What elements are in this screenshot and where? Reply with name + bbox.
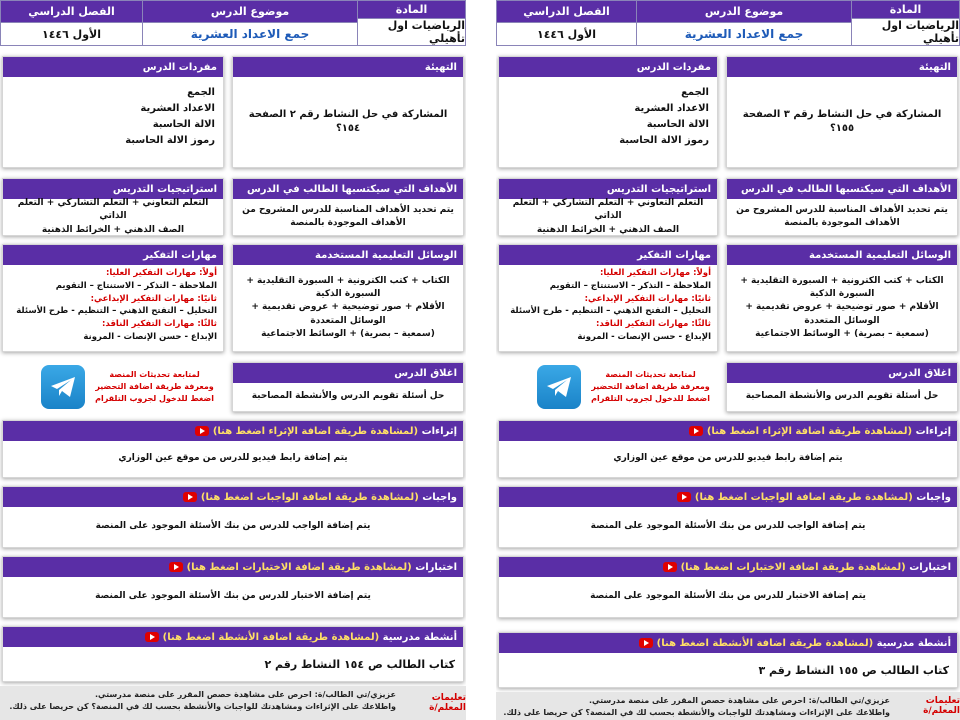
tests-link[interactable]: (لمشاهدة طريقة اضافة الاختبارات اضغط هنا) [186,561,412,573]
youtube-icon[interactable] [145,632,159,642]
strategies-title: استراتيجيات التدريس [3,179,223,199]
closing-text: حل أسئلة تقويم الدرس والأنشطة المصاحبة [745,391,939,402]
activities-link[interactable]: (لمشاهدة طريقة اضافة الأنشطة اضغط هنا) [162,631,380,643]
activities-bar [499,633,957,653]
teacher-note [496,692,960,720]
homework-card [498,486,958,548]
homework-title: واجبات [422,491,457,503]
tests-bar [499,557,957,577]
goals-title: الأهداف التي سيكتسبها الطالب في الدرس [233,179,463,199]
vocab-item: الالة الحاسبة [152,119,215,130]
lesson-page-1 [0,0,466,720]
activities-bar [3,627,463,647]
teacher-note-text [0,686,402,720]
vocab-item: رموز الالة الحاسبة [619,135,709,146]
youtube-icon[interactable] [183,492,197,502]
strategies-card [498,178,718,236]
vocab-item: الاعداد العشرية [634,103,709,114]
homework-link[interactable]: (لمشاهدة طريقة اضافة الواجبات اضغط هنا) [694,491,913,503]
telegram-text [591,369,710,405]
warmup-card [726,56,958,168]
topic-column [636,1,851,45]
youtube-icon[interactable] [169,562,183,572]
tools-line: الأقلام + صور توضيحية + عروض تقديمية + الوسائل المتعددة [251,302,445,326]
lesson-header [0,0,466,46]
thinking-body [499,265,717,346]
telegram-line: اضغط للدخول لجروب التلقرام [591,394,710,403]
warmup-text: المشاركة في حل النشاط رقم ٣ الصفحة ١٥٥؟ [742,108,942,134]
telegram-line: لمتابعة تحديثات المنصة [109,370,200,379]
warmup-title: التهيئة [233,57,463,77]
youtube-icon[interactable] [677,492,691,502]
telegram-line: اضغط للدخول لجروب التلقرام [95,394,214,403]
topic-value: جمع الاعداد العشرية [143,22,357,45]
tests-card [2,556,464,618]
enrichment-title: إثراءات [421,425,457,437]
vocab-item: الالة الحاسبة [646,119,709,130]
activities-title: أنشطة مدرسية [382,631,457,643]
telegram-link[interactable] [20,362,220,412]
activities-link[interactable]: (لمشاهدة طريقة اضافة الأنشطة اضغط هنا) [656,637,874,649]
thinking-body [3,265,223,346]
warmup-text: المشاركة في حل النشاط رقم ٢ الصفحة ١٥٤؟ [248,108,448,134]
teacher-note-label: تعليمات المعلم/ة [429,693,466,713]
topic-column [142,1,357,45]
telegram-text [95,369,214,405]
youtube-icon[interactable] [689,426,703,436]
term-column [1,1,142,45]
activities-card [498,632,958,688]
enrichment-title: إثراءات [915,425,951,437]
enrichment-link[interactable]: (لمشاهدة طريقة اضافة الإثراء اضغط هنا) [706,425,913,437]
vocab-list [3,77,223,153]
goals-title: الأهداف التي سيكتسبها الطالب في الدرس [727,179,957,199]
topic-label: موضوع الدرس [637,1,851,22]
activities-text: كتاب الطالب ص ١٥٥ النشاط رقم ٣ [758,664,949,677]
thinking-text: الإبداع - حسن الإنصات - المرونة [83,331,217,342]
tests-title: اختبارات [909,561,951,573]
strategies-body [499,199,717,235]
thinking-text: التحليل – التفتح الذهني – التنظيم - طرح الأسئلة [16,306,217,317]
term-value: الأول ١٤٤٦ [497,22,636,45]
strategies-line: التعلم التعاوني + التعلم التشاركي + التعلم الذاتي [17,198,209,222]
teacher-note-label: تعليمات المعلم/ة [923,696,960,716]
closing-card [726,362,958,412]
tests-bar [3,557,463,577]
teacher-note-line: واطلاعك على الإثراءات ومشاهدتك للواجبات والأنشطة بحسب لك في المنصة؟ كن حريصا على ذلك. [9,702,396,711]
goals-card [726,178,958,236]
teacher-note-line: عزيزي/تي الطالب/ة: احرص على مشاهدة حصص المقرر على منصة مدرستي. [95,690,396,699]
term-value: الأول ١٤٤٦ [1,22,142,45]
vocab-title: مفردات الدرس [499,57,717,77]
telegram-link[interactable] [516,362,716,412]
thinking-heading: أولاً: مهارات التفكير العليا: [599,268,711,278]
activities-title: أنشطة مدرسية [876,637,951,649]
telegram-line: ومعرفة طريقة اضافة التحضير [591,382,710,391]
homework-text: يتم إضافة الواجب للدرس من بنك الأسئلة الموجود على المنصة [95,521,371,532]
tools-body [233,265,463,351]
strategies-body [3,199,223,235]
vocab-card [2,56,224,168]
teacher-note-line: واطلاعك على الإثراءات ومشاهدتك للواجبات والأنشطة بحسب لك في المنصة؟ كن حريصا على ذلك. [503,708,890,717]
closing-title: اغلاق الدرس [233,363,463,383]
thinking-title: مهارات التفكير [499,245,717,265]
subject-value: الرياضيات اول تأهيلي [852,18,959,45]
thinking-heading: ثالثًا: مهارات التفكير الناقد: [596,319,711,329]
vocab-title: مفردات الدرس [3,57,223,77]
tools-card [726,244,958,352]
goals-text: يتم تحديد الأهداف المناسبة للدرس المشروح من الأهداف الموجودة بالمنصة [736,204,948,228]
homework-bar [499,487,957,507]
tools-line: الكتاب + كتب الكترونية + السبورة التقليدية + السبورة الذكية [246,276,450,300]
tools-body [727,265,957,351]
enrichment-card [498,420,958,478]
telegram-line: لمتابعة تحديثات المنصة [605,370,696,379]
enrichment-card [2,420,464,478]
tools-line: الأقلام + صور توضيحية + عروض تقديمية + الوسائل المتعددة [745,302,939,326]
vocab-item: الاعداد العشرية [140,103,215,114]
vocab-item: الجمع [187,87,215,98]
thinking-card [2,244,224,352]
enrichment-bar [3,421,463,441]
closing-text: حل أسئلة تقويم الدرس والأنشطة المصاحبة [251,391,445,402]
thinking-text: التحليل – التفتح الذهني – التنظيم - طرح الأسئلة [510,306,711,317]
youtube-icon[interactable] [639,638,653,648]
warmup-card [232,56,464,168]
enrichment-link[interactable]: (لمشاهدة طريقة اضافة الإثراء اضغط هنا) [212,425,419,437]
thinking-text: الملاحظة – التذكر – الاستنتاج – التقويم [549,280,711,291]
closing-card [232,362,464,412]
teacher-note [0,686,466,720]
subject-column [851,1,959,45]
tests-title: اختبارات [415,561,457,573]
teacher-note-line: عزيزي/تي الطالب/ة: احرص على مشاهدة حصص المقرر على منصة مدرستي. [589,696,890,705]
thinking-heading: ثانيًا: مهارات التفكير الإبداعي: [90,293,217,304]
youtube-icon[interactable] [663,562,677,572]
thinking-heading: ثالثًا: مهارات التفكير الناقد: [102,319,217,329]
subject-column [357,1,465,45]
strategies-card [2,178,224,236]
goals-card [232,178,464,236]
homework-bar [3,487,463,507]
telegram-line: ومعرفة طريقة اضافة التحضير [95,382,214,391]
thinking-title: مهارات التفكير [3,245,223,265]
subject-label: المادة [852,1,959,18]
telegram-icon[interactable] [41,365,85,409]
lesson-header [496,0,960,46]
lesson-page-2 [496,0,960,720]
tests-text: يتم إضافة الاختبار للدرس من بنك الأسئلة الموجود على المنصة [590,591,866,602]
thinking-text: الإبداع - حسن الإنصات - المرونة [577,331,711,342]
vocab-item: الجمع [681,87,709,98]
strategies-line: الصف الذهني + الخرائط الذهنية [41,224,185,235]
thinking-text: الملاحظة – التذكر – الاستنتاج – التقويم [55,280,217,291]
enrichment-text: يتم إضافة رابط فيديو للدرس من موقع عين الوزاري [613,453,843,464]
subject-label: المادة [358,1,465,18]
term-column [497,1,636,45]
thinking-card [498,244,718,352]
topic-value: جمع الاعداد العشرية [637,22,851,45]
telegram-icon[interactable] [537,365,581,409]
vocab-list [499,77,717,153]
strategies-title: استراتيجيات التدريس [499,179,717,199]
homework-title: واجبات [916,491,951,503]
page-gutter [470,0,492,720]
topic-label: موضوع الدرس [143,1,357,22]
tools-line: (سمعية – بصرية) + الوسائط الاجتماعية [261,328,435,339]
activities-card [2,626,464,682]
tests-card [498,556,958,618]
closing-title: اغلاق الدرس [727,363,957,383]
homework-link[interactable]: (لمشاهدة طريقة اضافة الواجبات اضغط هنا) [200,491,419,503]
teacher-note-text [496,692,896,720]
youtube-icon[interactable] [195,426,209,436]
tools-line: الكتاب + كتب الكترونية + السبورة التقليدية + السبورة الذكية [740,276,944,300]
thinking-heading: أولاً: مهارات التفكير العليا: [105,268,217,278]
vocab-card [498,56,718,168]
homework-card [2,486,464,548]
goals-text: يتم تحديد الأهداف المناسبة للدرس المشروح من الأهداف الموجودة بالمنصة [242,204,454,228]
tools-line: (سمعية – بصرية) + الوسائط الاجتماعية [755,328,929,339]
warmup-title: التهيئة [727,57,957,77]
enrichment-text: يتم إضافة رابط فيديو للدرس من موقع عين الوزاري [118,453,348,464]
tools-card [232,244,464,352]
tools-title: الوسائل التعليمية المستخدمة [727,245,957,265]
vocab-item: رموز الالة الحاسبة [125,135,215,146]
tests-text: يتم إضافة الاختبار للدرس من بنك الأسئلة الموجود على المنصة [95,591,371,602]
strategies-line: الصف الذهني + الخرائط الذهنية [536,224,680,235]
homework-text: يتم إضافة الواجب للدرس من بنك الأسئلة الموجود على المنصة [590,521,866,532]
term-label: الفصل الدراسي [497,1,636,22]
thinking-heading: ثانيًا: مهارات التفكير الإبداعي: [584,293,711,304]
tests-link[interactable]: (لمشاهدة طريقة اضافة الاختبارات اضغط هنا) [680,561,906,573]
tools-title: الوسائل التعليمية المستخدمة [233,245,463,265]
activities-text: كتاب الطالب ص ١٥٤ النشاط رقم ٢ [264,658,455,671]
term-label: الفصل الدراسي [1,1,142,22]
subject-value: الرياضيات اول تأهيلي [358,18,465,45]
enrichment-bar [499,421,957,441]
strategies-line: التعلم التعاوني + التعلم التشاركي + التعلم الذاتي [512,198,704,222]
